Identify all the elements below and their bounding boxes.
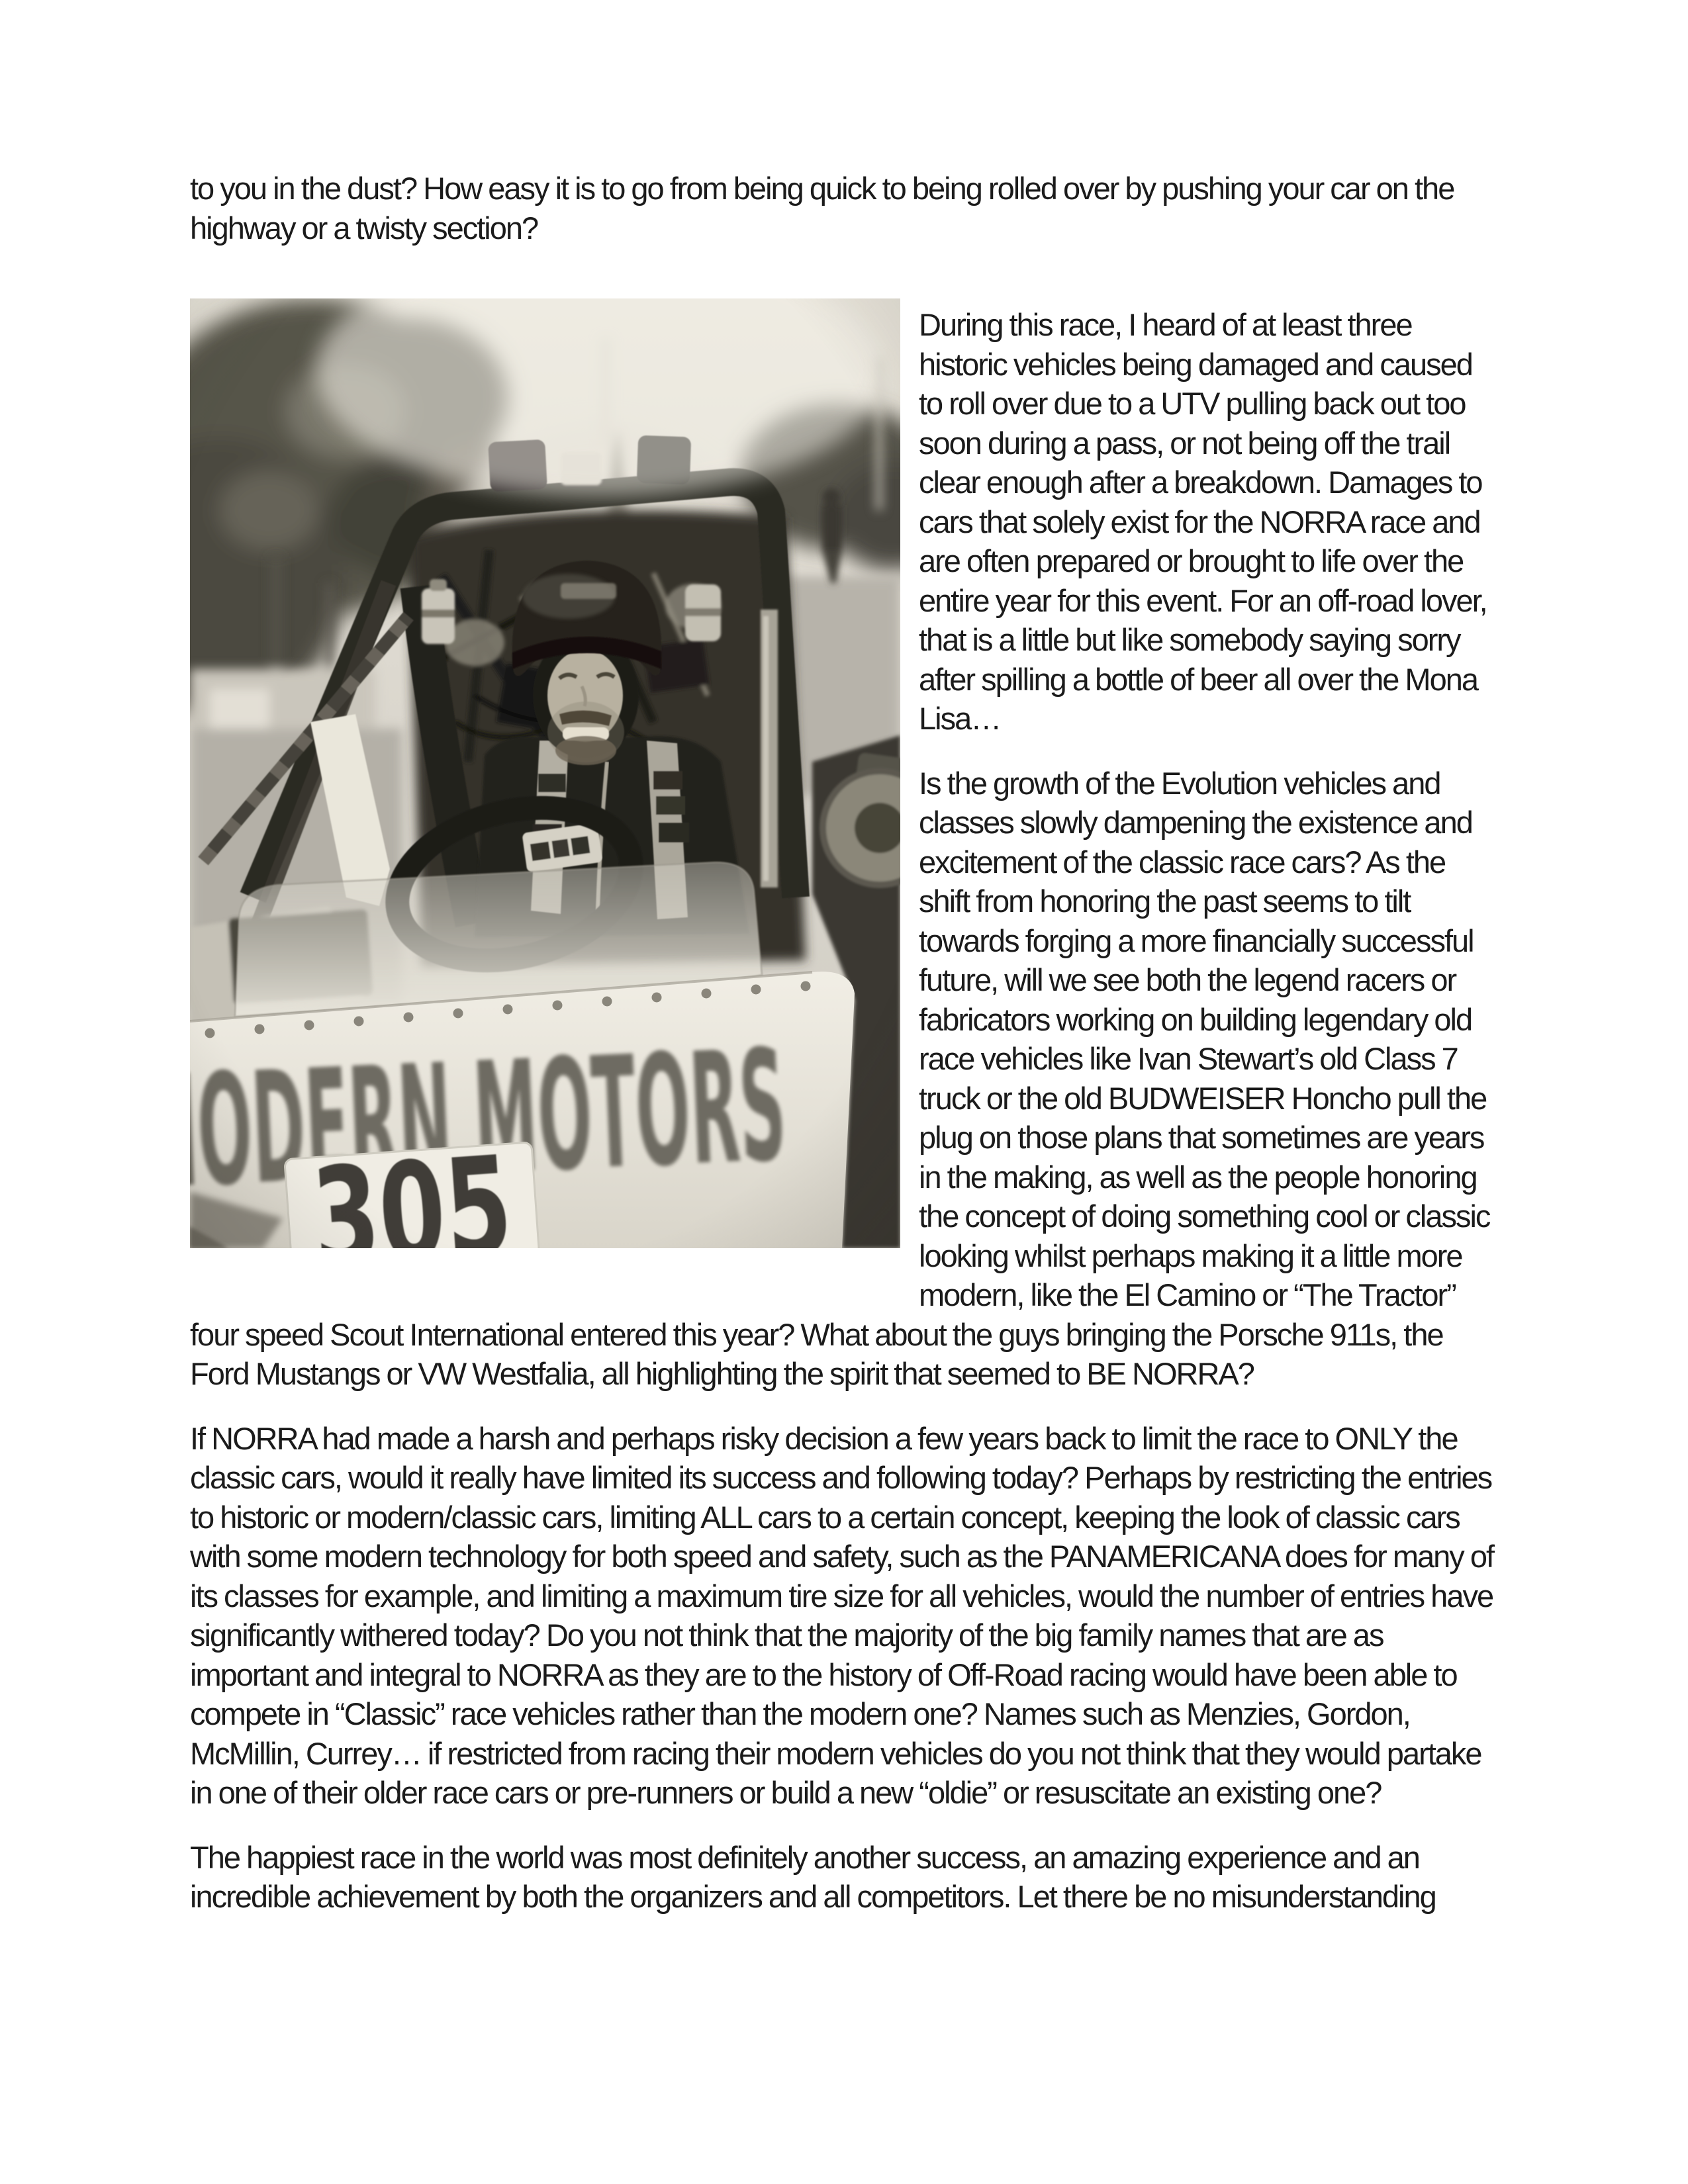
vignette bbox=[190, 298, 900, 1248]
race-buggy-photo-illustration bbox=[190, 298, 900, 1248]
paragraph-happiest-race: The happiest race in the world was most definitely another success, an amazing experience and an incredible achievement by both the organizers and all competitors. Let there be no misunderstanding bbox=[190, 1839, 1436, 1914]
race-car-photo bbox=[190, 298, 900, 1248]
paragraph-intro: to you in the dust? How easy it is to go from being quick to being rolled over by pushing your car on the highway or a twisty section? bbox=[190, 171, 1454, 246]
paragraph-norra-decision: If NORRA had made a harsh and perhaps risky decision a few years back to limit the race to ONLY the classic cars, would it really have limited its success and following today? Perhaps by restricting the entries to historic or modern/classic cars, limiting ALL cars to a certain concept, keeping the look of classic cars with some modern technology for both speed and safety, such as the PANAMERICANA does for many of its classes for example, and limiting a maximum tire size for all vehicles, would the number of entries have significantly withered today? Do you not think that the majority of the big family names that are as important and integral to NORRA as they are to the history of Off-Road racing would have been able to compete in “Classic” race vehicles rather than the modern one? Names such as Menzies, Gordon, McMillin, Currey… if restricted from racing their modern vehicles do you not think that they would partake in one of their older race cars or pre-runners or build a new “oldie” or resuscitate an existing one? bbox=[190, 1420, 1494, 1810]
article-body bbox=[190, 169, 1499, 1942]
paragraph-race-damage: During this race, I heard of at least three historic vehicles being damaged and caused to roll over due to a UTV pulling back out too soon during a pass, or not being off the trail clear enough after a breakdown. Damages to cars that solely exist for the NORRA race and are often prepared or brought to life over the entire year for this event. For an off-road lover, that is a little but like somebody saying sorry after spilling a bottle of beer all over the Mona Lisa… bbox=[919, 307, 1487, 736]
paragraph-evolution-question: Is the growth of the Evolution vehicles and classes slowly dampening the existence and excitement of the classic race cars? As the shift from honoring the past seems to tilt towards forging a more financially successful future, will we see both the legend racers or fabricators working on building legendary old race vehicles like Ivan Stewart’s old Class 7 truck or the old BUDWEISER Honcho pull the plug on those plans that sometimes are years in the making, as well as the people honoring the concept of doing something cool or classic looking whilst perhaps making it a little more modern, like the El Camino or “The Tractor” four speed Scout International entered this year? What about the guys bringing the Porsche 911s, the Ford Mustangs or VW Westfalia, all highlighting the spirit that seemed to BE NORRA? bbox=[190, 765, 1490, 1391]
